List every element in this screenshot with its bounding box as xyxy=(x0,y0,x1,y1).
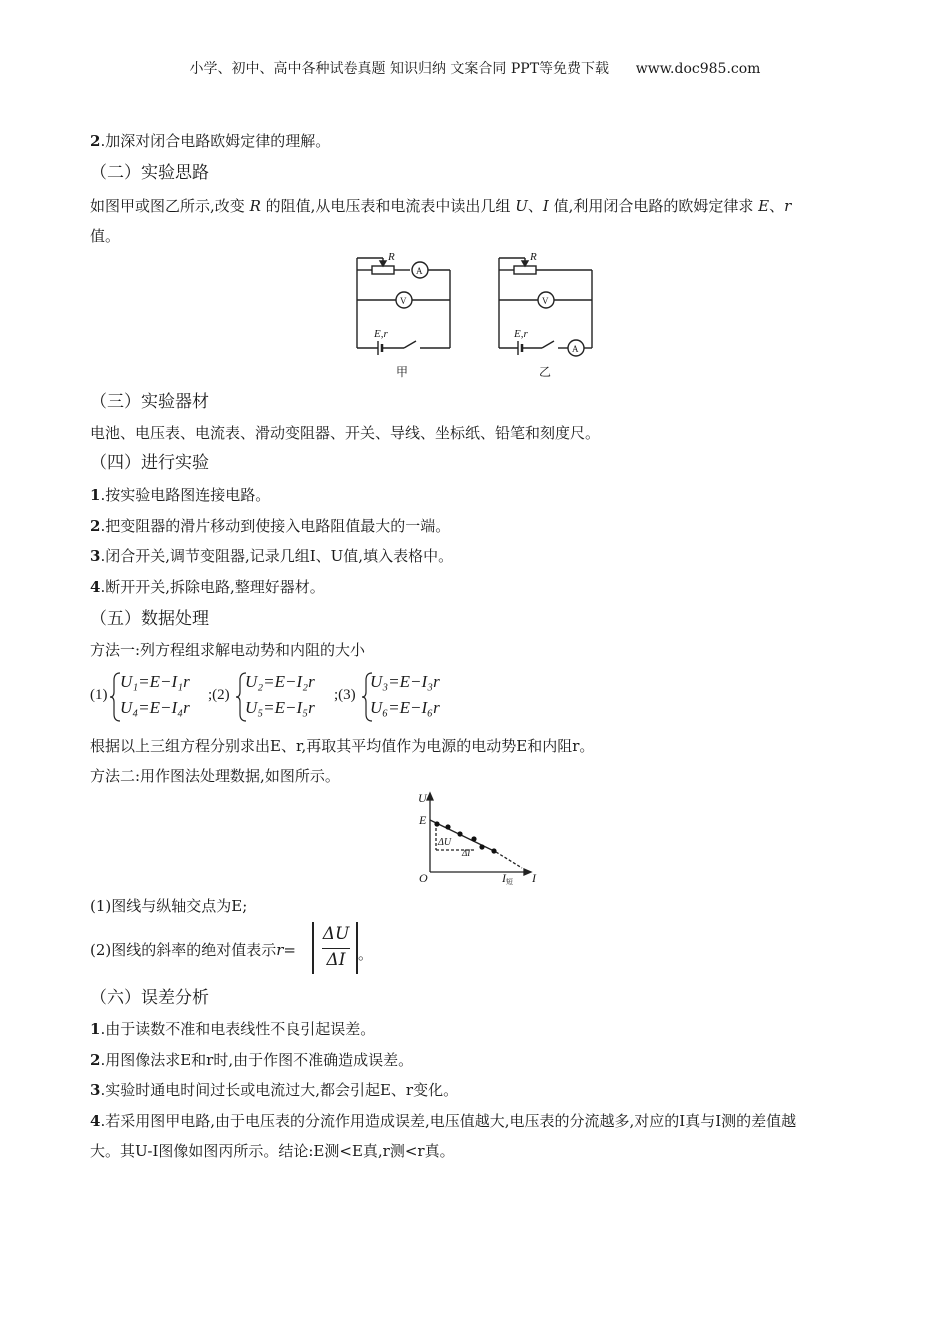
goal-item-2 xyxy=(90,131,330,151)
item-number: 1 xyxy=(90,1020,101,1038)
error-item-continuation: 大。其U-I图像如图丙所示。结论:E测<E真,r测<r真。 xyxy=(90,1142,455,1160)
item-number: 3 xyxy=(90,547,101,565)
equation-label: ;(3) xyxy=(334,687,356,703)
circuit-a xyxy=(357,258,450,355)
item-number: 4 xyxy=(90,578,101,596)
delta-u-label: ΔU xyxy=(438,837,452,848)
section-2-paragraph-end: 值。 xyxy=(90,227,121,245)
e-intercept-label: E xyxy=(419,813,427,827)
symbol-U: U xyxy=(515,197,528,215)
equation: U₅=E−I₅r xyxy=(245,698,315,717)
equation: U₄=E−I₄r xyxy=(120,698,190,717)
equation: U₆=E−I₆r xyxy=(370,698,440,717)
method-one: 方法一:列方程组求解电动势和内阻的大小 xyxy=(90,641,366,659)
equation-label: (1) xyxy=(90,687,108,703)
graph-note-2 xyxy=(90,940,296,960)
text-run: 如图甲或图乙所示,改变 xyxy=(90,197,245,215)
equation: U₃=E−I₃r xyxy=(370,672,440,691)
item-text: .把变阻器的滑片移动到使接入电路阻值最大的一端。 xyxy=(100,517,451,535)
equation-conclusion: 根据以上三组方程分别求出E、r,再取其平均值作为电源的电动势E和内阻r。 xyxy=(90,737,595,755)
fraction-denominator: ΔI xyxy=(326,950,346,970)
data-point xyxy=(457,831,462,836)
item-number: 4 xyxy=(90,1112,101,1130)
formula-end: 。 xyxy=(358,945,374,963)
section-title-2: （二）实验思路 xyxy=(90,163,209,183)
label-R-b: R xyxy=(530,251,537,263)
page-header: 小学、初中、高中各种试卷真题 知识归纳 文案合同 PPT等免费下载 www.doc985.com xyxy=(189,61,761,77)
item-text: .由于读数不准和电表线性不良引起误差。 xyxy=(100,1020,376,1038)
data-point xyxy=(471,836,476,841)
item-text: .闭合开关,调节变阻器,记录几组I、U值,填入表格中。 xyxy=(100,547,454,565)
section-title-5: （五）数据处理 xyxy=(90,609,209,629)
abs-fraction xyxy=(312,922,358,974)
error-item xyxy=(90,1050,413,1070)
equation: U₂=E−I₂r xyxy=(245,672,315,691)
item-number: 3 xyxy=(90,1081,101,1099)
circuit-b xyxy=(499,258,592,356)
step-item xyxy=(90,546,453,566)
symbol-E: E xyxy=(758,197,770,215)
item-text: .按实验电路图连接电路。 xyxy=(100,486,271,504)
section-2-paragraph xyxy=(90,196,791,216)
section-title-6: （六）误差分析 xyxy=(90,988,209,1008)
data-point xyxy=(491,848,496,853)
item-number: 2 xyxy=(90,132,101,150)
item-number: 2 xyxy=(90,517,101,535)
u-axis-label: U xyxy=(418,791,427,805)
step-item xyxy=(90,516,450,536)
fit-line-extension xyxy=(496,852,522,868)
section-3-paragraph: 电池、电压表、电流表、滑动变阻器、开关、导线、坐标纸、铅笔和刻度尺。 xyxy=(90,424,601,442)
symbol-I: I xyxy=(542,197,549,215)
data-point xyxy=(479,844,484,849)
label-Er-b: E,r xyxy=(514,328,528,340)
caption-a: 甲 xyxy=(396,365,409,379)
fraction-numerator: ΔU xyxy=(322,924,350,944)
method-two: 方法二:用作图法处理数据,如图所示。 xyxy=(90,767,340,785)
caption-b: 乙 xyxy=(539,365,552,379)
text-run: 值,利用闭合电路的欧姆定律求 xyxy=(553,197,754,215)
text-run: (2)图线的斜率的绝对值表示 xyxy=(90,941,277,959)
item-text: .加深对闭合电路欧姆定律的理解。 xyxy=(100,132,331,150)
r-equals: r= xyxy=(276,941,296,959)
data-point xyxy=(445,824,450,829)
abs-bar-left xyxy=(312,922,314,974)
item-text: .实验时通电时间过长或电流过大,都会引起E、r变化。 xyxy=(100,1081,459,1099)
u-axis-arrow-icon xyxy=(427,793,433,800)
graph-note-1: (1)图线与纵轴交点为E; xyxy=(90,897,248,915)
section-title-3: （三）实验器材 xyxy=(90,392,209,412)
origin-label: O xyxy=(419,871,428,885)
text-run: 、 xyxy=(527,197,543,215)
step-item xyxy=(90,577,325,597)
error-item xyxy=(90,1080,458,1100)
item-text: .用图像法求E和r时,由于作图不准确造成误差。 xyxy=(100,1051,414,1069)
item-number: 1 xyxy=(90,486,101,504)
error-item xyxy=(90,1019,375,1039)
label-Er-a: E,r xyxy=(374,328,388,340)
error-item xyxy=(90,1111,796,1131)
circuit-diagrams xyxy=(340,248,620,382)
short-circuit-current-subscript: 短 xyxy=(506,878,513,886)
i-axis-label: I xyxy=(532,871,536,885)
equation-label: ;(2) xyxy=(208,687,230,703)
delta-i-label: ΔI xyxy=(462,848,471,858)
i-axis-arrow-icon xyxy=(524,869,531,875)
item-number: 2 xyxy=(90,1051,101,1069)
voltmeter-icon: V xyxy=(542,296,549,306)
text-run: 的阻值,从电压表和电流表中读出几组 xyxy=(265,197,511,215)
step-item xyxy=(90,485,270,505)
item-text: .断开开关,拆除电路,整理好器材。 xyxy=(100,578,325,596)
equation: U₁=E−I₁r xyxy=(120,672,190,691)
ammeter-icon: A xyxy=(572,344,579,354)
short-circuit-current-symbol: I xyxy=(502,871,506,885)
voltmeter-icon: V xyxy=(400,296,407,306)
section-title-4: （四）进行实验 xyxy=(90,453,209,473)
item-text: .若采用图甲电路,由于电压表的分流作用造成误差,电压值越大,电压表的分流越多,对应的I真与I测的差值越 xyxy=(100,1112,797,1130)
u-i-graph xyxy=(410,790,540,890)
label-R-a: R xyxy=(388,251,395,263)
symbol-r: r xyxy=(784,197,792,215)
short-circuit-current-label xyxy=(501,871,513,886)
ammeter-icon: A xyxy=(416,266,423,276)
text-run: 、 xyxy=(769,197,785,215)
symbol-R: R xyxy=(249,197,261,215)
data-point xyxy=(434,821,439,826)
